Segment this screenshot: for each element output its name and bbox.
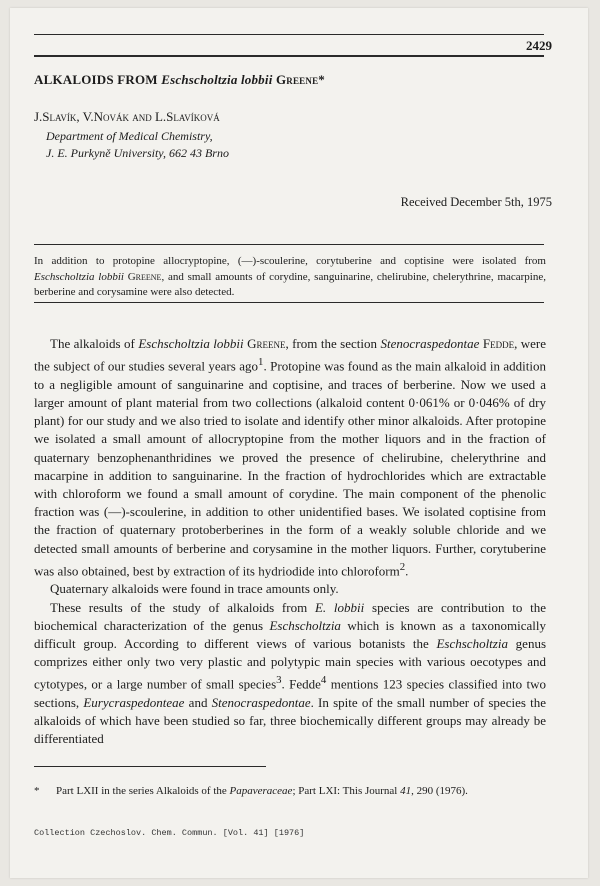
body-paragraph-1: The alkaloids of Eschscholtzia lobbii Greene, from the section Stenocraspedontae Fedde, were the subject of our studies several years ago$^1$. Protopine was found as the main alkaloid in addition to a negligible amount of sanguinarine and coptisine, and traces of berberine. Now we used a larger amount of plant material from two collections (alkaloid content 0·061% or 0·046% of dry plant) for our study and we also tried to isolate and identify other minor alkaloids. After protopine we isolated a small amount of allocryptopine from the mother liquors and in the fraction of quaternary benzophenanthridines we proved the presence of chelirubine, chelerythrine and macarpine in addition to sanguinarine. In the fraction of hydrochlorides which are extractable with chloroform we found a small amount of corydine. The main component of the phenolic fraction was (—)-scoulerine, in addition to other unidentified bases. We isolated coptisine from the fraction of quaternary protoberberines in the form of a weakly soluble chloride and we detected small amounts of berberine and corysamine in the mother liquors. Further, corytuberine was also obtained, best by extraction of its hydriodide into chloroform$^2$. bbox=[34, 336, 547, 579]
abstract-rule-bottom bbox=[34, 302, 544, 303]
affiliation-line-2: J. E. Purkyně University, 662 43 Brno bbox=[46, 146, 229, 160]
ref-2: 2 bbox=[399, 560, 406, 573]
author-list: J.Slavík, V.Novák and L.Slavíková bbox=[34, 109, 220, 124]
affiliation-line-1: Department of Medical Chemistry, bbox=[46, 129, 213, 143]
footnote-rule bbox=[34, 766, 266, 767]
page-number: 2429 bbox=[526, 38, 552, 53]
ref-3: 3 bbox=[276, 674, 282, 687]
body-paragraph-2: Quaternary alkaloids were found in trace amounts only. bbox=[50, 581, 339, 597]
title-author: Greene bbox=[275, 72, 319, 87]
footnote-mark: * bbox=[34, 785, 40, 797]
top-rule-thin bbox=[34, 34, 544, 35]
title-species: Eschscholtzia lobbii bbox=[161, 72, 273, 87]
abstract: In addition to protopine allocryptopine, (—)-scoulerine, corytuberine and coptisine were isolated from Eschscholtzia lobbii Greene, and small amounts of corydine, sanguinarine, chelirubine, chelerythrine, macarpine, berberine and corysamine were also detected. bbox=[34, 255, 547, 298]
paper-page bbox=[10, 8, 588, 878]
abstract-rule-top bbox=[34, 244, 544, 245]
article-body bbox=[34, 335, 546, 748]
footnote: * Part LXII in the series Alkaloids of the Papaveraceae; Part LXI: This Journal 41, 290 (1976). bbox=[34, 785, 468, 797]
top-rule-thick bbox=[34, 55, 544, 57]
received-date: Received December 5th, 1975 bbox=[400, 195, 552, 209]
body-paragraph-3: These results of the study of alkaloids from E. lobbii species are contribution to the biochemical characterization of the genus Eschscholtzia which is known as a taxonomically difficult group. According to different views of various botanists the Eschscholtzia genus comprizes either only two very plastic and polytypic main species with various oecotypes and cytotypes, or a large number of small species$^3$. Fedde$^4$ mentions 123 species classified into two sections, Eurycraspedonteae and Stenocraspedontae. In spite of the small number of species the alkaloids of which have been studied so far, three biochemically different groups may already be differentiated bbox=[34, 599, 547, 747]
article-title: ALKALOIDS FROM Eschscholtzia lobbii Greene* bbox=[34, 72, 325, 87]
ref-4: 4 bbox=[320, 674, 327, 687]
journal-footer: Collection Czechoslov. Chem. Commun. [Vol. 41] [1976] bbox=[34, 828, 305, 838]
ref-1: 1 bbox=[258, 356, 264, 369]
